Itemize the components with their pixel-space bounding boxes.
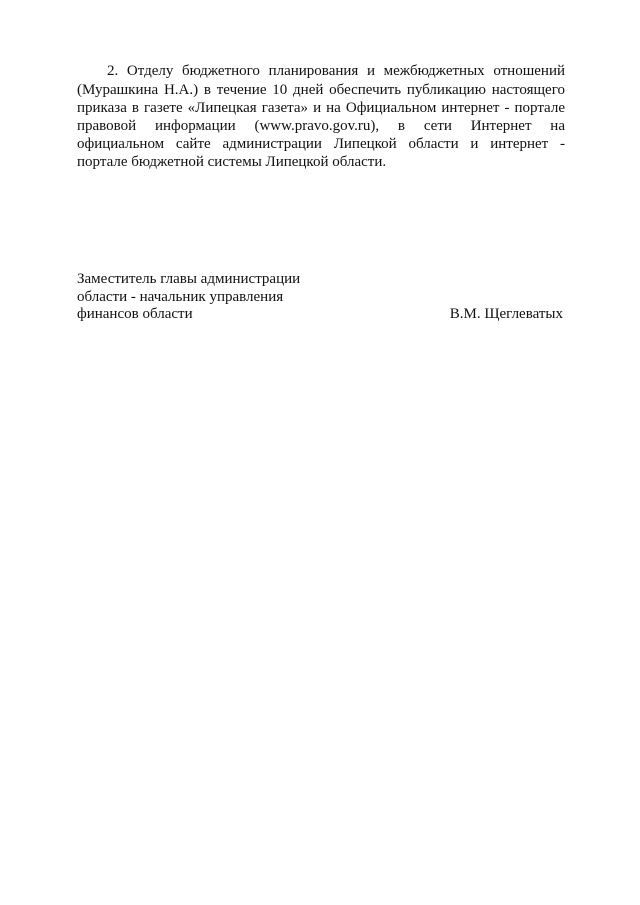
paragraph-line-3: приказа в газете «Липецкая газета» и на Официальном интернет - портале: [77, 100, 565, 116]
signatory-title-line-1: Заместитель главы администрации: [77, 271, 301, 287]
paragraph-line-5: официальном сайте администрации Липецкой области и интернет -: [77, 136, 565, 152]
signatory-name: В.М. Щеглеватых: [449, 306, 563, 322]
signatory-title-line-2: области - начальник управления: [77, 289, 284, 305]
paragraph-line-2: (Мурашкина Н.А.) в течение 10 дней обеспечить публикацию настоящего: [77, 82, 565, 98]
paragraph-line-4: правовой информации (www.pravo.gov.ru), в сети Интернет на: [77, 118, 565, 134]
paragraph-line-1-text: 2. Отделу бюджетного планирования и межбюджетных отношений: [107, 63, 565, 79]
signatory-title-line-3: финансов области: [77, 306, 193, 322]
paragraph-line-1: [77, 62, 565, 80]
paragraph-line-6: портале бюджетной системы Липецкой области.: [77, 154, 387, 170]
